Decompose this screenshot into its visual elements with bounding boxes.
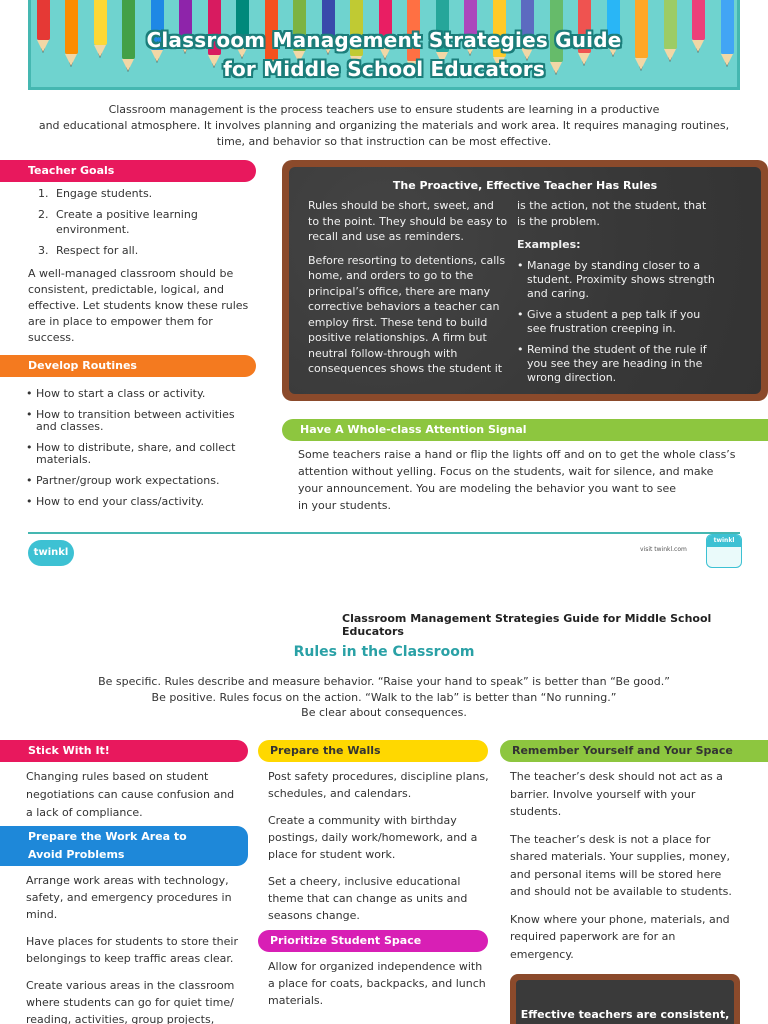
chalkboard-small: Effective teachers are consistent,	[510, 974, 740, 1024]
chalkboard-right-column: is the action, not the student, that is the problem. Examples: • Manage by standing closer to a student. Proximity shows strength and caring. • Give a student a pep talk if you see frustration creeping in. • Remind the student of the rule if you see they are heading in the wrong direction.	[517, 198, 717, 392]
list-item: 1. Engage students.	[52, 186, 250, 201]
prepare-walls-heading: Prepare the Walls	[258, 740, 488, 762]
stick-with-it-text: Changing rules based on student negotiations can cause confusion and a lack of compliance.	[26, 770, 235, 819]
intro-text: Classroom management is the process teachers use to ensure students are learning in a productive and educational atmosphere. It involves planning and organizing the materials and work area. It requires managing routines, time, and behavior so that instruction can be most effective.	[38, 103, 730, 148]
work-area-text: Arrange work areas with technology, safety, and emergency procedures in mind. Have places for students to store their belongings to keep traffic areas clear. Create various areas in the classroom where students can go for quiet time/ reading, activities, group projects,	[26, 874, 238, 1024]
twinkl-logo: twinkl	[28, 540, 74, 566]
prepare-walls-text: Post safety procedures, discipline plans, schedules, and calendars. Create a community with birthday postings, daily work/homework, and a place for student work. Set a cheery, inclusive educational theme that can change as units and seasons change.	[268, 770, 489, 922]
remember-yourself-heading: Remember Yourself and Your Space	[500, 740, 768, 762]
list-item: • How to distribute, share, and collect materials.	[28, 442, 258, 466]
teacher-goals-list	[30, 186, 250, 264]
student-space-text: Allow for organized independence with a place for coats, backpacks, and lunch materials.	[268, 960, 486, 1007]
list-item: • How to end your class/activity.	[28, 496, 258, 508]
chalkboard-left-column: Rules should be short, sweet, and to the point. They should be easy to recall and use as reminders. Before resorting to detentions, calls home, and orders to go to the principal’s office, there are many corrective behaviors a teacher can employ first. These tend to build positive relationships. A firm but neutral follow-through with consequences shows the student it	[308, 199, 508, 375]
list-item: 3. Respect for all.	[52, 243, 250, 258]
list-item: • How to start a class or activity.	[28, 388, 258, 400]
list-item: • How to transition between activities and classes.	[28, 409, 258, 433]
work-area-heading: Prepare the Work Area to Avoid Problems	[0, 826, 248, 866]
teacher-goals-heading: Teacher Goals	[0, 160, 256, 182]
header-banner	[28, 0, 740, 90]
chalkboard-title: The Proactive, Effective Teacher Has Rules	[392, 179, 658, 192]
attention-signal-heading: Have A Whole-class Attention Signal	[282, 419, 768, 441]
running-title: Classroom Management Strategies Guide for Middle School Educators	[342, 612, 712, 638]
quality-badge-icon: twinkl	[706, 534, 742, 568]
student-space-heading: Prioritize Student Space	[258, 930, 488, 952]
rules-title: Rules in the Classroom	[293, 644, 475, 660]
examples-list	[517, 259, 717, 385]
remember-yourself-text: The teacher’s desk should not act as a barrier. Involve yourself with your students. The teacher’s desk is not a place for shared materials. Your supplies, money, and personal items will be stored here and should not be available to students. Know where your phone, materials, and required paperwork are for an emergency.	[510, 770, 732, 961]
develop-routines-heading: Develop Routines	[0, 355, 256, 377]
list-item: • Manage by standing closer to a student. Proximity shows strength and caring.	[517, 259, 717, 301]
chalkboard	[289, 167, 761, 394]
attention-signal-text: Some teachers raise a hand or flip the lights off and on to get the whole class’s attention without yelling. Focus on the students, wait for silence, and make your announcement. You are modeling the behavior you want to see in your students.	[298, 448, 736, 512]
chalkboard-frame	[282, 160, 768, 401]
list-item: • Partner/group work expectations.	[28, 475, 258, 487]
visit-link[interactable]: visit twinkl.com	[640, 546, 687, 553]
list-item: 2. Create a positive learning environment.	[52, 207, 250, 237]
list-item: • Remind the student of the rule if you see they are heading in the wrong direction.	[517, 343, 717, 385]
stick-with-it-heading: Stick With It!	[0, 740, 248, 762]
list-item: • Give a student a pep talk if you see frustration creeping in.	[517, 308, 717, 336]
rules-text: Be specific. Rules describe and measure behavior. “Raise your hand to speak” is better than “Be good.” Be positive. Rules focus on the action. “Walk to the lab” is better than “No running.” Be clear about consequences.	[98, 675, 670, 719]
page-title: Classroom Management Strategies Guide for Middle School Educators	[146, 28, 622, 81]
routines-list	[28, 388, 258, 517]
teacher-goals-paragraph: A well-managed classroom should be consistent, predictable, logical, and effective. Let students know these rules are in place to empower them for success.	[28, 267, 249, 344]
footer-divider	[28, 532, 740, 534]
